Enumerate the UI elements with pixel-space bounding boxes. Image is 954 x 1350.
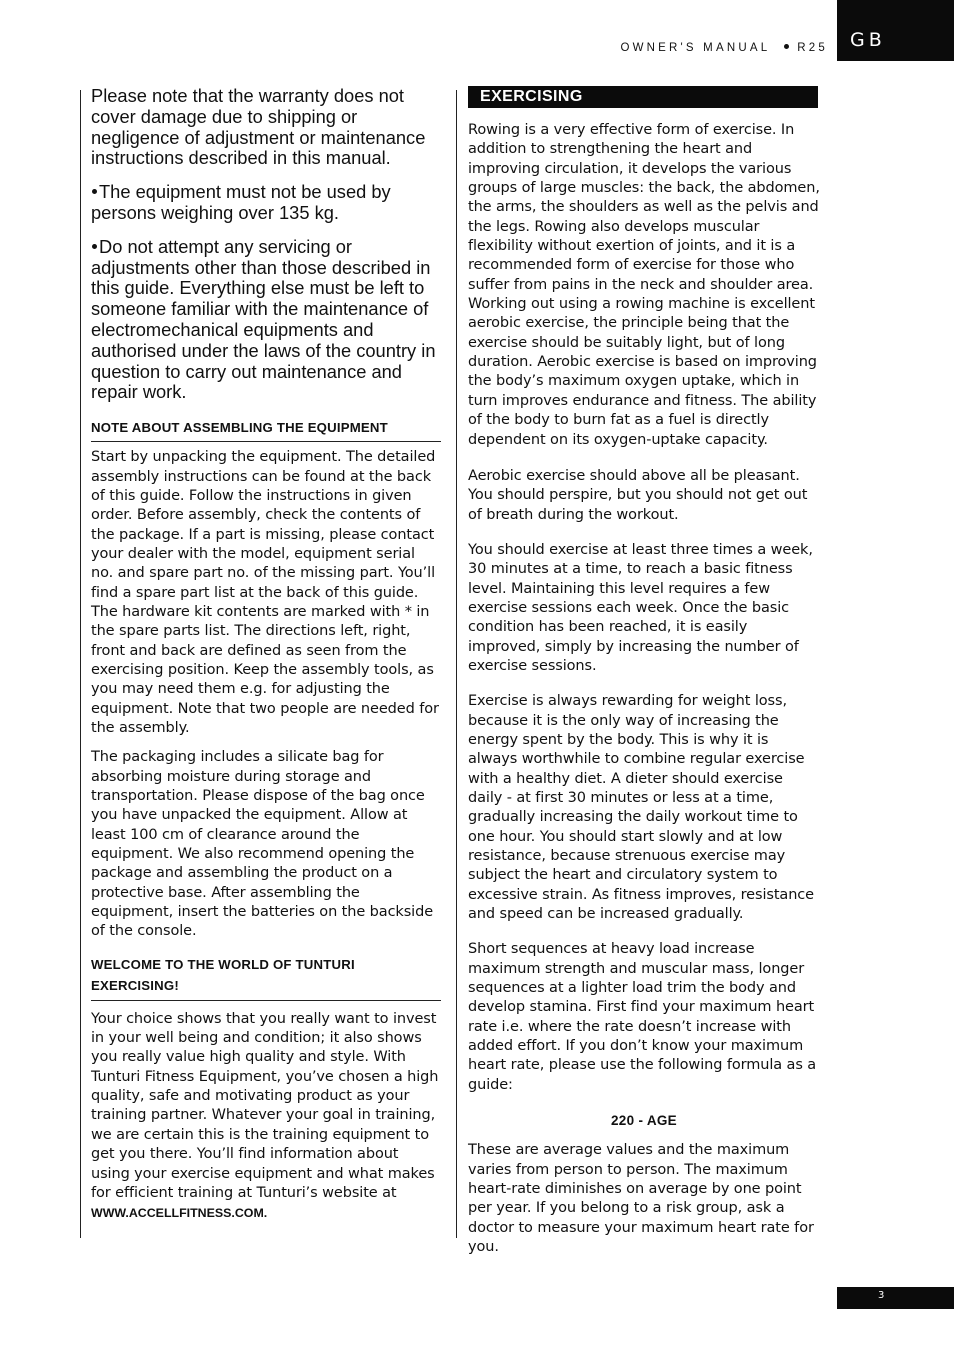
page-number-tab bbox=[837, 1287, 954, 1309]
welcome-heading-rule bbox=[91, 1000, 441, 1001]
packaging-paragraph: The packaging includes a silicate bag for absorbing moisture during storage and transportation. Please dispose of the bag once you have unpacked the equipment. Allow at least 100 cm of clearance around the equipment. We also recommend opening the package and assembling the product on a protective base. After assembling the equipment, insert the batteries on the backside of the console. bbox=[91, 749, 434, 940]
right-column bbox=[468, 86, 820, 1273]
language-code: GB bbox=[850, 29, 886, 51]
welcome-paragraph: Your choice shows that you really want to invest in your well being and condition; it also shows you really value high quality and style. With Tunturi Fitness Equipment, you’ve chosen a high quality, safe and motivating product as your training partner. Whatever your goal in training, we are certain this is the training equipment to get you there. You’ll find information about using your exercise equipment and what makes for efficient training at Tunturi’s website at bbox=[91, 1010, 439, 1201]
heart-rate-formula: 220 - AGE bbox=[611, 1113, 677, 1129]
bullet-text: Do not attempt any servicing or adjustments other than those described in this guide. Everything else must be left to someone familiar with the maintenance of electromechanical equipments and authorised under the laws of the country in question to carry out maintenance and repair work. bbox=[91, 235, 436, 403]
exercising-heading: EXERCISING bbox=[468, 86, 818, 108]
column-divider bbox=[456, 90, 457, 1238]
warranty-note: Please note that the warranty does not cover damage due to shipping or negligence of adjustment or maintenance instructions described in this manual. bbox=[91, 85, 426, 169]
page-number: 3 bbox=[878, 1290, 885, 1301]
separator-dot bbox=[784, 44, 789, 49]
manual-title: OWNER'S MANUAL bbox=[620, 42, 770, 54]
website-link[interactable]: WWW.ACCELLFITNESS.COM. bbox=[91, 1206, 268, 1221]
welcome-heading: WELCOME TO THE WORLD OF TUNTURI EXERCISING! bbox=[91, 956, 355, 993]
assembling-paragraph: Start by unpacking the equipment. The detailed assembly instructions can be found at the back of this guide. Follow the instructions in given order. Before assembly, check the contents of the package. If a part is missing, please contact your dealer with the model, equipment serial no. and spare part no. of the missing part. You’ll find a spare part list at the back of this guide. The hardware kit contents are marked with * in the spare parts list. The directions left, right, front and back are defined as seen from the exercising position. Keep the assembly tools, as you may need them e.g. for adjusting the equipment. Note that two people are needed for the assembly. bbox=[91, 449, 439, 736]
heart-rate-paragraph: Short sequences at heavy load increase maximum strength and muscular mass, longer sequences at a lighter load trim the body and develop stamina. First find your maximum heart rate i.e. where the rate doesn’t increase with added effort. If you don’t know your maximum heart rate, please use the following formula as a guide: bbox=[468, 941, 817, 1093]
aerobic-paragraph: Aerobic exercise should above all be pleasant. You should perspire, but you should not get out of breath during the workout. bbox=[468, 467, 808, 523]
model-name: R25 bbox=[797, 42, 828, 54]
weight-warning bbox=[91, 182, 441, 224]
bullet-icon bbox=[92, 189, 97, 194]
bullet-text: The equipment must not be used by persons weighing over 135 kg. bbox=[91, 181, 391, 223]
left-margin-rule bbox=[80, 90, 81, 1238]
servicing-warning bbox=[91, 237, 441, 403]
assembling-heading: NOTE ABOUT ASSEMBLING THE EQUIPMENT bbox=[91, 417, 441, 442]
bullet-icon bbox=[92, 244, 97, 249]
left-column bbox=[91, 86, 441, 1222]
frequency-paragraph: You should exercise at least three times a week, 30 minutes at a time, to reach a basic fitness level. Maintaining this level requires a few exercise sessions each week. Once the basic condition has been reached, it is easily improved, simply by increasing the number of exercise sessions. bbox=[468, 541, 813, 674]
language-tab bbox=[837, 0, 954, 61]
rowing-paragraph: Rowing is a very effective form of exercise. In addition to strengthening the heart and improving circulation, it develops the various groups of large muscles: the back, the abdomen, the arms, the shoulders as well as the pelvis and the legs. Rowing also develops muscular flexibility without exertion of joints, and it is a recommended form of exercise for those who suffer from pains in the neck and shoulder area. Working out using a rowing machine is excellent aerobic exercise, the principle being that the exercise should be suitably light, but of long duration. Aerobic exercise is based on improving the body’s maximum oxygen uptake, which in turn improves endurance and fitness. The ability of the body to burn fat as a fuel is directly dependent on its oxygen-uptake capacity. bbox=[468, 122, 820, 448]
running-header bbox=[620, 42, 828, 54]
closing-paragraph: These are average values and the maximum varies from person to person. The maximum heart-rate diminishes on average by one point per year. If you belong to a risk group, ask a doctor to measure your maximum heart rate for you. bbox=[468, 1142, 814, 1255]
weight-loss-paragraph: Exercise is always rewarding for weight loss, because it is the only way of increasing the energy spent by the body. This is why it is always worthwhile to combine regular exercise with a healthy diet. A dieter should exercise daily - at first 30 minutes or less at a time, gradually increasing the daily workout time to one hour. You should start slowly and at low resistance, because strenuous exercise may subject the heart and circulatory system to excessive strain. As fitness improves, resistance and speed can be increased gradually. bbox=[468, 693, 814, 923]
